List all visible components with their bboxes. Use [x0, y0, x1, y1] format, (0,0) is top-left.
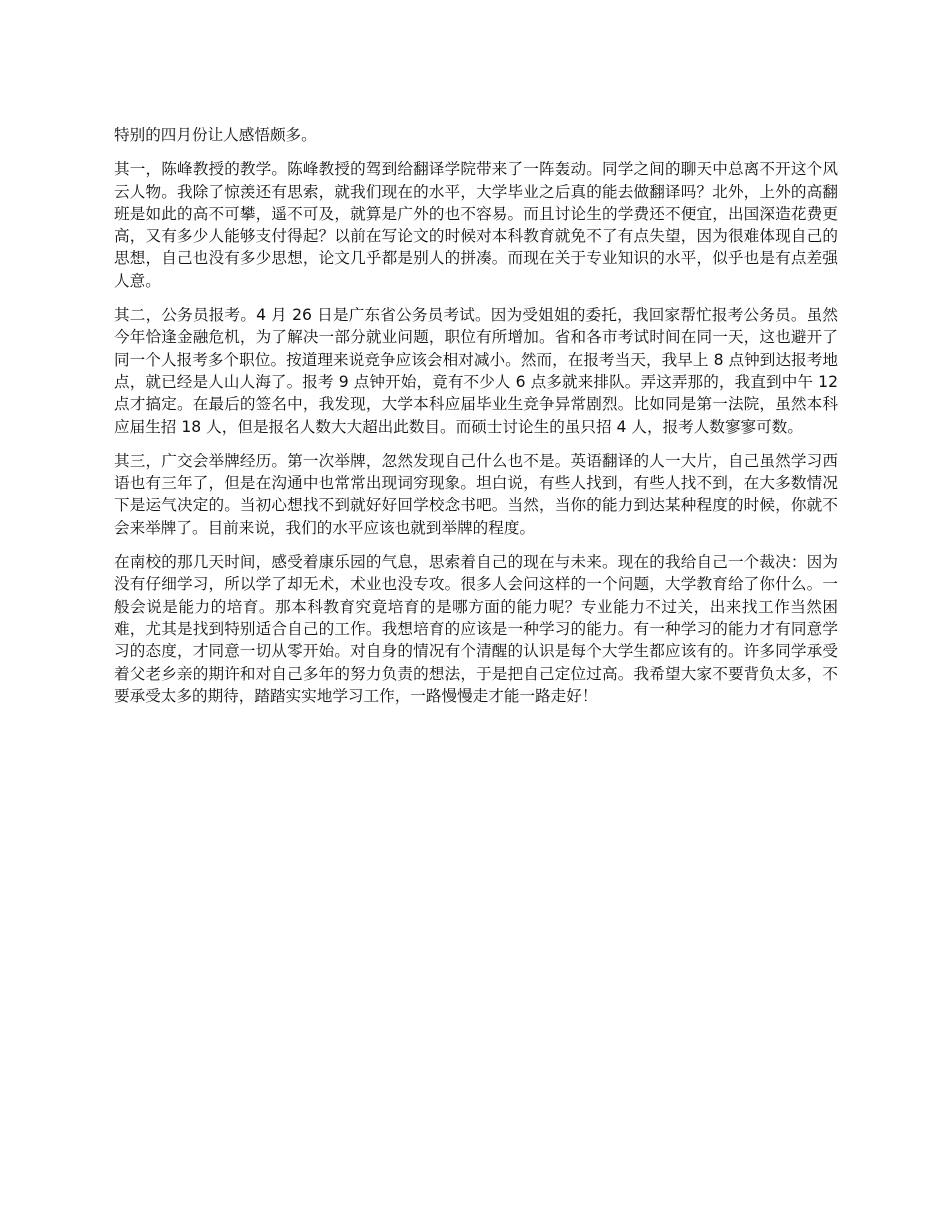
paragraph-civil-service-exam: 其二，公务员报考。4 月 26 日是广东省公务员考试。因为受姐姐的委托，我回家帮忙报考公务员。虽然今年恰逢金融危机，为了解决一部分就业问题，职位有所增加。省和各市考试时间在同一天，这也避开了同一个人报考多个职位。按道理来说竞争应该会相对减小。然而，在报考当天，我早上 8 点钟到达报考地点，就已经是人山人海了。报考 9 点钟开始，竟有不少人 6 点多就来排队。弄这弄那的，我直到中午 12 点才搞定。在最后的签名中，我发现，大学本科应届毕业生竞争异常剧烈。比如同是第一法院，虽然本科应届生招 18 人，但是报名人数大大超出此数目。而硕士讨论生的虽只招 4 人，报考人数寥寥可数。: [114, 306, 838, 436]
intro-paragraph: 特别的四月份让人感悟颇多。: [114, 126, 317, 144]
paragraph-reflection: 在南校的那几天时间，感受着康乐园的气息，思索着自己的现在与未来。现在的我给自己一个裁决：因为没有仔细学习，所以学了却无术，术业也没专攻。很多人会问这样的一个问题，大学教育给了你什么。一般会说是能力的培育。那本科教育究竟培育的是哪方面的能力呢？专业能力不过关，出来找工作当然困难，尤其是找到特别适合自己的工作。我想培育的应该是一种学习的能力。有一种学习的能力才有同意学习的态度，才同意一切从零开始。对自身的情况有个清醒的认识是每个大学生都应该有的。许多同学承受着父老乡亲的期许和对自己多年的努力负责的想法，于是把自己定位过高。我希望大家不要背负太多，不要承受太多的期待，踏踏实实地学习工作，一路慢慢走才能一路走好！: [114, 553, 838, 705]
paragraph-teaching: 其一，陈峰教授的教学。陈峰教授的驾到给翻译学院带来了一阵轰动。同学之间的聊天中总离不开这个风云人物。我除了惊羡还有思索，就我们现在的水平，大学毕业之后真的能去做翻译吗？北外，上外的高翻班是如此的高不可攀，遥不可及，就算是广外的也不容易。而且讨论生的学费还不便宜，出国深造花费更高，又有多少人能够支付得起？以前在写论文的时候对本科教育就免不了有点失望，因为很难体现自己的思想，自己也没有多少思想，论文几乎都是别人的拼凑。而现在关于专业知识的水平，似乎也是有点差强人意。: [114, 160, 838, 290]
document-body: [114, 124, 838, 719]
paragraph-canton-fair: 其三，广交会举牌经历。第一次举牌，忽然发现自己什么也不是。英语翻译的人一大片，自己虽然学习西语也有三年了，但是在沟通中也常常出现词穷现象。坦白说，有些人找到，有些人找不到，在大多数情况下是运气决定的。当初心想找不到就好好回学校念书吧。当然，当你的能力到达某种程度的时候，你就不会来举牌了。目前来说，我们的水平应该也就到举牌的程度。: [114, 451, 838, 537]
